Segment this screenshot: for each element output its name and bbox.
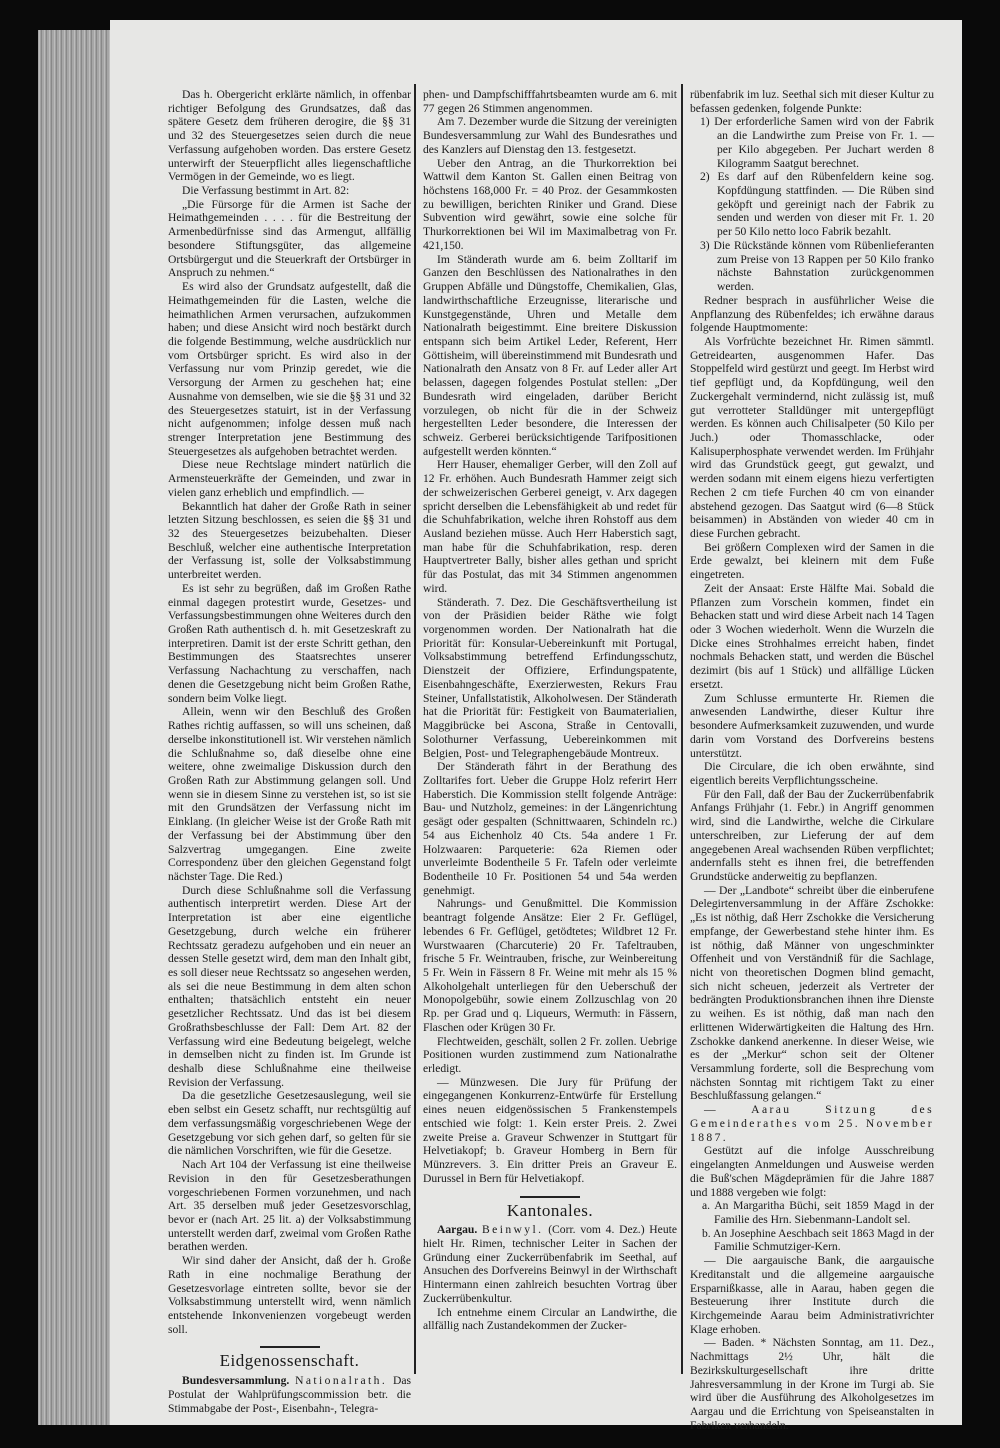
article-paragraph: [423, 1223, 677, 1305]
article-lead: Aargau.: [437, 1223, 478, 1237]
article-paragraph: Am 7. Dezember wurde die Sitzung der vereinigten Bundesversammlung zur Wahl des Bundesrathes und des Kanzlers auf Dienstag den 13. festgesetzt.: [423, 115, 677, 156]
section-divider: [260, 1346, 320, 1348]
article-paragraph: Diese neue Rechtslage mindert natürlich die Armensteuerkräfte der Gemeinden, und zwar in vielen ganz erheblich und empfindlich. —: [168, 458, 411, 499]
list-item: 2) Es darf auf den Rübenfeldern keine sog. Kopfdüngung stattfinden. — Die Rüben sind geköpft und gereinigt nach der Fabrik zu senden und werden von dieser mit Fr. 1. 20 per 50 Kilo netto loco Fabrik bezahlt.: [700, 170, 934, 239]
column-rule: [414, 84, 416, 1374]
article-paragraph: Ueber den Antrag, an die Thurkorrektion bei Wattwil dem Kanton St. Gallen einen Beitrag von höchstens 168,000 Fr. = 40 Proz. der Gesammkosten zu bewilligen, berichten Riniker und Grand. Diese Subvention wird gewährt, sowie eine solche für Thurkorrektionen bei Wil im Maximalbetrag von Fr. 421,150.: [423, 156, 677, 252]
article-lead: Bundesversammlung.: [182, 1374, 290, 1388]
article-paragraph: Es wird also der Grundsatz aufgestellt, daß die Heimathgemeinden für die Lasten, welche die heimathlichen Armen verursachen, aufzukommen haben; und diese Ansicht wird noch bestärkt durch die folgende Bestimmung, welche ausdrücklich nur vom Ortsbürger spricht. Es wird also in der Verfassung nur vom Prinzip geredet, wie die Versorgung der Armen zu geschehen hat; eine Ausnahme von demselben, wie sie die §§ 31 und 32 des Steuergesetzes statuirt, ist in der Verfassung nicht aufgenommen; infolge dessen muß nach strenger Interpretation jene Bestimmung des Steuergesetzes als aufgehoben betrachtet werden.: [168, 280, 411, 458]
article-paragraph: rübenfabrik im luz. Seethal sich mit dieser Kultur zu befassen gedenken, folgende Punkte:: [690, 88, 934, 115]
article-paragraph: Gestützt auf die infolge Ausschreibung eingelangten Anmeldungen und Ausweise werden die Buß'schen Mägdeprämien für die Jahre 1887 und 1888 vergeben wie folgt:: [690, 1144, 934, 1199]
column-1: [168, 88, 411, 1415]
article-paragraph: Durch diese Schlußnahme soll die Verfassung authentisch interpretirt werden. Diese Art der Interpretation ist aber eine eigentliche Gesetzgebung, durch welche ein früherer Rechtssatz geradezu aufgehoben und ein neuer an dessen Stelle gesetzt wird, dem man den Inhalt gibt, es soll dieser neue Rechtssatz so angesehen werden, als sei die neue Bestimmung in dem alten schon enthalten; thatsächlich entsteht ein neuer gesetzlicher Rechtssatz. Und das ist bei diesem Großrathsbeschlusse der Fall: Dem Art. 82 der Verfassung wird eine Bedeutung beigelegt, welche in demselben nicht zu finden ist. Im Grunde ist deshalb diese Schlußnahme eine theilweise Revision der Verfassung.: [168, 883, 411, 1089]
article-paragraph: Für den Fall, daß der Bau der Zuckerrübenfabrik Anfangs Frühjahr (1. Febr.) in Angriff genommen wird, sind die Landwirthe, welche die Cirkulare unterschreiben, zur Lieferung der auf dem angegebenen Areal wachsenden Rüben verpflichtet; andernfalls steht es ihnen frei, die betreffenden Grundstücke anderweitig zu bepflanzen.: [690, 787, 934, 883]
article-paragraph: Es ist sehr zu begrüßen, daß im Großen Rathe einmal dagegen protestirt wurde, Gesetzes- und Verfassungsbestimmungen ohne Weiteres durch den Großen Rath authentisch d. h. mit Gesetzeskraft zu interpretiren. Damit ist der erste Schritt gethan, den Bestimmungen des Staatsrechtes unserer Verfassung Nachachtung zu verschaffen, nach denen die Gesetzgebung nicht beim Großen Rathe, sondern beim Volke liegt.: [168, 581, 411, 705]
article-paragraph: — Aarau Sitzung des Gemeinderathes vom 25. November 1887.: [690, 1103, 934, 1144]
article-paragraph: phen- und Dampfschifffahrtsbeamten wurde am 6. mit 77 gegen 26 Stimmen angenommen.: [423, 88, 677, 115]
list-item: a. An Margaritha Büchi, seit 1859 Magd in der Familie des Hrn. Siebenmann-Landolt sel.: [702, 1199, 934, 1226]
column-rule: [681, 84, 683, 1374]
article-paragraph: Ich entnehme einem Circular an Landwirthe, die allfällig nach Zustandekommen der Zucker-: [423, 1305, 677, 1333]
list-item: 3) Die Rückstände können vom Rübenlieferanten zum Preise von 13 Rappen per 50 Kilo franko nächste Bahnstation zurückgenommen werden.: [700, 238, 934, 294]
article-paragraph: Die Circulare, die ich oben erwähnte, sind eigentlich bereits Verpflichtungsscheine.: [690, 760, 934, 787]
article-paragraph: — Baden. * Nächsten Sonntag, am 11. Dez., Nachmittags 2½ Uhr, hält die Bezirkskulturgesellschaft ihre dritte Jahresversammlung in der Krone im Turgi ab. Sie wird über die Ausführung des Alkoholgesetzes im Aargau und die Errichtung von Speiseanstalten in Fabriken verhandeln.: [690, 1336, 934, 1432]
article-paragraph: Wir sind daher der Ansicht, daß der h. Große Rath in eine nochmalige Berathung der Gesetzesvorlage eintreten sollte, bevor sie der Volksabstimmung unterstellt wird, wenn nämlich entstehende Inkonvenienzen vorgebeugt werden soll.: [168, 1254, 411, 1336]
list-item: b. An Josephine Aeschbach seit 1863 Magd in der Familie Schmutziger-Kern.: [702, 1226, 934, 1254]
article-paragraph: Bekanntlich hat daher der Große Rath in seiner letzten Sitzung beschlossen, es seien die §§ 31 und 32 des Steuergesetzes beizubehalten. Dieser Beschluß, welcher eine authentische Interpretation der Verfassung ist, solle der Volksabstimmung unterbreitet werden.: [168, 499, 411, 582]
section-heading: Eidgenossenschaft.: [219, 1351, 360, 1371]
article-paragraph: Im Ständerath wurde am 6. beim Zolltarif im Ganzen den Beschlüssen des Nationalrathes in den Gruppen Abfälle und Düngstoffe, Chemikalien, Glas, landwirthschaftliche Erzeugnisse, literarische und Kunstgegenstände, Uhren und Metalle dem Nationalrath beigestimmt. Eine breitere Diskussion entspann sich beim Artikel Leder, Referent, Herr Göttisheim, will übereinstimmend mit Bundesrath und Nationalrath den Ansatz von 8 Fr. auf Leder aller Art belassen, dagegen folgendes Postulat stellen: „Der Bundesrath wird eingeladen, darüber Bericht vorzulegen, ob nicht für die in der Schweiz hergestellten Leder besondere, die Interessen der schweiz. Gerberei berücksichtigende Tarifpositionen aufgestellt werden könnten.“: [423, 252, 677, 458]
article-dateline: Beinwyl.: [482, 1223, 544, 1237]
article-paragraph: „Die Fürsorge für die Armen ist Sache der Heimathgemeinden . . . . für die Bestreitung der Armenbedürfnisse sind das Armengut, allfällig besondere Stiftungsgüter, das allgemeine Ortsbürgergut und die Steuerkraft der Ortsbürger in Anspruch zu nehmen.“: [168, 197, 411, 280]
article-paragraph: Redner besprach in ausführlicher Weise die Anpflanzung des Rübenfeldes; ich erwähne daraus folgende Hauptmomente:: [690, 293, 934, 335]
article-paragraph: Als Vorfrüchte bezeichnet Hr. Rimen sämmtl. Getreidearten, ausgenommen Hafer. Das Stoppelfeld wird gestürzt und geegt. Im Herbst wird tief gepflügt und, da Kopfdüngung, weil den Zuckergehalt vermindernd, nicht zulässig ist, muß gut verrotteter Stalldünger mit untergepflügt werden. Es können auch Chilisalpeter (50 Kilo per Juch.) oder Thomasschlacke, oder Kalisuperphosphate verwendet werden. Im Frühjahr wird das Grundstück geegt, gut gewalzt, und werden sodann mit einem eigens hiezu verfertigten Rechen 2 cm tiefe Furchen 40 cm von einander abstehend gezogen. Das Saatgut wird (6—8 Stück beisammen) in Abständen von wieder 40 cm in diese Furchen gebracht.: [690, 334, 934, 540]
article-paragraph: Das h. Obergericht erklärte nämlich, in offenbar richtiger Befolgung des Grundsatzes, daß das spätere Gesetz dem früheren derogire, die §§ 31 und 32 des Steuergesetzes seien durch die neue Verfassung aufgehoben worden. Das erstere Gesetz unterwirft der Steuerpflicht alles liegenschaftliche Vermögen in der Gemeinde, wo es liegt.: [168, 88, 411, 184]
section-heading: Kantonales.: [506, 1200, 594, 1220]
article-paragraph: Bei größern Complexen wird der Samen in die Erde gewalzt, bei kleinern mit dem Fuße eingetreten.: [690, 540, 934, 582]
article-paragraph: [168, 1374, 411, 1415]
article-paragraph: Nahrungs- und Genußmittel. Die Kommission beantragt folgende Ansätze: Eier 2 Fr. Geflügel, lebendes 6 Fr. Geflügel, getödtetes; Wildbret 12 Fr. Wurstwaaren (Charcuterie) 20 Fr. Tafeltrauben, frische 5 Fr. Weintrauben, frische, zur Weinbereitung 5 Fr. Wein in Fässern 8 Fr. Weine mit mehr als 15 % Alkoholgehalt unterliegen für den Ueberschuß der Monopolgebühr, sowie einem Zollzuschlag von 20 Rp. per Grad und q. Liqueurs, Wermuth: in Fässern, Flaschen oder Krügen 30 Fr.: [423, 897, 677, 1034]
article-paragraph: Nach Art 104 der Verfassung ist eine theilweise Revision in den für Gesetzesberathungen vorgeschriebenen Formen vorzunehmen, und nach Art. 35 derselben muß jeder Gesetzesvorschlag, bevor er (nach Art. 25 lit. a) der Volksabstimmung unterstellt werden darf, zweimal vom Großen Rathe berathen werden.: [168, 1158, 411, 1254]
article-paragraph: Die Verfassung bestimmt in Art. 82:: [182, 184, 350, 198]
stacked-page-edges: [38, 30, 112, 1425]
article-paragraph: — Die aargauische Bank, die aargauische Kreditanstalt und die allgemeine aargauische Ersparnißkasse, alle in Aarau, haben gegen die Besteuerung ihrer Institute durch die Kirchgemeinde Aarau beim Administrativrichter Klage erhoben.: [690, 1254, 934, 1336]
article-paragraph: Flechtweiden, geschält, sollen 2 Fr. zollen. Uebrige Positionen wurden zustimmend zum Nationalrathe erledigt.: [423, 1034, 677, 1076]
article-paragraph: Ständerath. 7. Dez. Die Geschäftsvertheilung ist von der Präsidien beider Räthe wie folgt vorgenommen worden. Der Nationalrath hat die Priorität für: Konsular-Uebereinkunft mit Portugal, Volksabstimmung betreffend Erfindungsschutz, Dienstzeit der Offiziere, Erfindungspatente, Eisenbahngeschäfte, Exerzierwesten, Rekurs Frau Steiner, Unfallstatistik, Alkoholwesen. Der Ständerath hat die Priorität für: Festigkeit von Baumaterialien, Maggibrücke bei Ascona, Straße in Centovalli, Solothurner Verfassung, Uebereinkommen mit Belgien, Post- und Telegraphengebäude Montreux.: [423, 595, 677, 760]
list-item: 1) Der erforderliche Samen wird von der Fabrik an die Landwirthe zum Preise von Fr. 1. — per Kilo abgegeben. Per Juchart werden 8 Kilogramm Saatgut berechnet.: [700, 115, 934, 170]
section-divider: [520, 1196, 580, 1198]
article-paragraph: Herr Hauser, ehemaliger Gerber, will den Zoll auf 12 Fr. erhöhen. Auch Bundesrath Hammer zeigt sich der schweizerischen Gerberei geneigt, v. Arx dagegen spricht derselben die Lebensfähigkeit ab und redet für die Schuhfabrikation, welche ihren Rohstoff aus dem Ausland beziehen müsse. Auch Herr Haberstich sagt, man habe für die Schuhfabrikation, resp. deren Hauptvertreter Bally, bisher alles gethan und spricht für das Postulat, das mit 34 Stimmen angenommen wird.: [423, 458, 677, 595]
article-text: Das Postulat der Wahlprüfungscommission betr. die Stimmabgabe der Post-, Eisenbahn-, Telegra-: [168, 1374, 411, 1415]
article-text: (Corr. vom 4. Dez.) Heute hielt Hr. Rimen, technischer Leiter in Sachen der Gründung einer Zuckerrübenfabrik im Seethal, auf Ansuchen des Dorfvereins Beinwyl in der Wirthschaft Hintermann einen zahlreich besuchten Vortrag über Zuckerrübenkultur.: [423, 1223, 677, 1305]
article-paragraph: — Der „Landbote“ schreibt über die einberufene Delegirtenversammlung in der Affäre Zschokke: „Es ist nöthig, daß Herr Zschokke die Versicherung empfange, der Gewerbestand stehe hinter ihm. Es ist nöthig, daß Männer von ungeschminkter Offenheit und von Verständniß für die Sachlage, nicht von theoretischen Dogmen blind gemacht, sich nicht scheuen, jederzeit als Vertreter der bedrängten Produktionsbranchen ihnen ihre Dienste zu weihen. Es ist nöthig, daß man nach den erlittenen Widerwärtigkeiten die Haltung des Hrn. Zschokke dankend anerkenne. In dieser Weise, wie es der „Merkur“ schon seit der Oltener Versammlung forderte, soll die Besprechung vom nächsten Sonntag mit richtigem Takt zu einer Beschlußfassung gelangen.“: [690, 883, 934, 1103]
article-paragraph: Der Ständerath fährt in der Berathung des Zolltarifes fort. Ueber die Gruppe Holz referirt Herr Haberstich. Die Kommission stellt folgende Anträge: Bau- und Nutzholz, gemeines: in der Längenrichtung gesägt oder gespalten (Schnittwaaren, Schindeln rc.) 54 aus Eichenholz 40 Cts. 54a andere 1 Fr. Holzwaaren: Parqueterie: 62a Riemen oder unverleimte Bodentheile 5 Fr. Tafeln oder verleimte Bodentheile 10 Fr. Positionen 54 und 54a werden genehmigt.: [423, 760, 677, 897]
article-dateline: Nationalrath.: [295, 1374, 388, 1388]
article-paragraph: Da die gesetzliche Gesetzesauslegung, weil sie eben selbst ein Gesetz schafft, nur rechtsgültig auf dem verfassungsmäßig vorgeschriebenen Wege der Gesetzgebung vor sich gehen darf, so gelten für sie die nämlichen Vorschriften, wie für die Gesetze.: [168, 1089, 411, 1158]
article-paragraph: Zum Schlusse ermunterte Hr. Riemen die anwesenden Landwirthe, dieser Kultur ihre besondere Aufmerksamkeit zuzuwenden, und wurde darin vom Vorstand des Dorfvereins bestens unterstützt.: [690, 691, 934, 760]
column-2: [423, 88, 677, 1333]
article-paragraph: Allein, wenn wir den Beschluß des Großen Rathes richtig auffassen, so will uns scheinen, daß derselbe inkonstitutionell ist. Wir verstehen nämlich die Schlußnahme so, daß dieselbe ohne eine weitere, ohne zweimalige Diskussion durch den Großen Rath zur Abstimmung gelangen soll. Und wenn sie in diesem Sinne zu verstehen ist, so ist sie mit den Grundsätzen der Verfassung nicht im Einklang. (In gleicher Weise ist der Große Rath mit der Verfassung bei der Abstimmung über den Salzvertrag umgegangen. Eine zweite Correspondenz über den gleichen Gegenstand folgt nächster Tage. Die Red.): [168, 705, 411, 883]
column-3: [690, 88, 934, 1432]
article-paragraph: — Münzwesen. Die Jury für Prüfung der eingegangenen Konkurrenz-Entwürfe für Erstellung eines neuen eidgenössischen 5 Frankenstempels entschied wie folgt: 1. Kein erster Preis. 2. Zwei zweite Preise a. Graveur Schwenzer in Stuttgart für Helvetiakopf; b. Graveur Homberg in Bern für Münzrevers. 3. Ein dritter Preis an Graveur E. Durussel in Bern für Helvetiakopf.: [423, 1075, 677, 1185]
article-paragraph: Zeit der Ansaat: Erste Hälfte Mai. Sobald die Pflanzen zum Vorschein kommen, findet ein Behacken statt und wird diese Arbeit nach 14 Tagen oder 3 Wochen wiederholt. Wenn die Wurzeln die Dicke eines Strohhalmes erreicht haben, findet nochmals Behacken statt, und werden die Büschel dezimirt (bis auf 1 Stück) und allfällige Lücken ersetzt.: [690, 581, 934, 691]
